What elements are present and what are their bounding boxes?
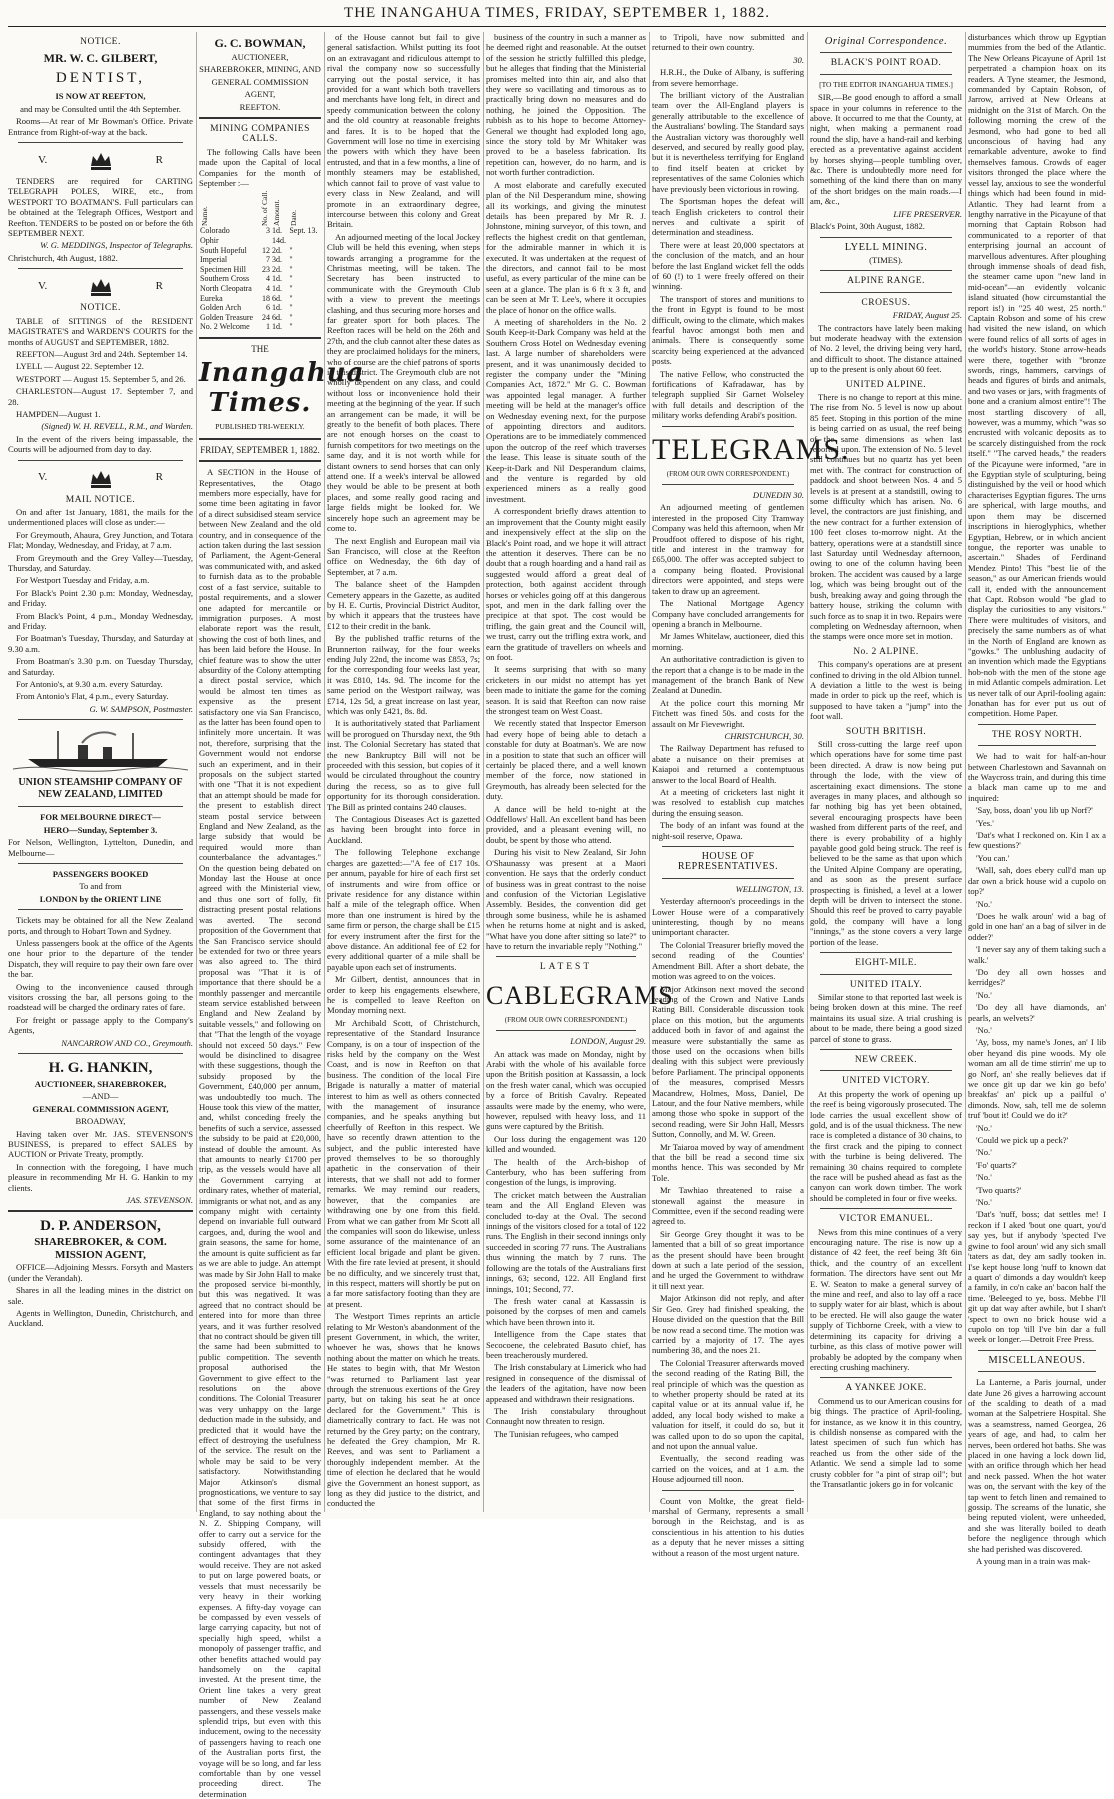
crown-icon bbox=[87, 466, 115, 490]
letter-body: SIR,—Be good enough to afford a small space in your columns in reference to the above. It occurred to me that the County, at night, when making a permanent road round the slip, have a hand-rail and kerbing erected as a preventative against accident by horses shying—people tumbling over, &c. There is undoubtedly more need for something of the kind there than on many of the short bridges on the main roads.—I am, &c., bbox=[810, 92, 962, 207]
column-5: to Tripoli, have now submitted and returned to their own country. 30. H.R.H., the Duke of Albany, is suffering from severe hemorrhage. The brilliant victory of the Australian team over the All-England players is generally attributable to the excellence of the Australians' bowling. The Standard says the Australian victory was thoroughly well deserved, and secured by really good play, but it is nevertheless terrifying for England to find itself beaten at cricket by representatives of the same Colonies which have previously been victorious in rowing. The Sportsman hopes the defeat will teach English cricketers to control their nerves and cultivate a spirit of determination and steadiness. There were at least 20,000 spectators at the conclusion of the match, and an hour before the last England wicket fell the odds of 60 (!) to 1 were freely offered on their winning. The transport of stores and munitions to the front in Egypt is found to be most difficult, owing to the climate, which makes fearful havoc amongst both men and animals. There is consequently some scarcity being experienced at the advanced posts. The native Fellow, who constructed the fortifications of Kafradawar, has by telegraph supplied Sir Garnet Wolseley with full details and description of the military works defending Arabi's position. TELEGRAMS. (FROM OUR OWN CORRESPONDENT.) DUNEDIN 30. An adjourned meeting of gentlemen interested in the proposed City Tramway Company was held this afternoon, when Mr Proudfoot offered to dispose of his right, title and interest in the tramway for £65,000. The offer was accepted subject to a company being floated. Provisional directors were appointed, and steps were taken to draw up an agreement. The National Mortgage Agency Company have concluded arrangements for opening a branch in Melbourne. Mr James Whitelaw, auctioneer, died this morning. An authoritative contradiction is given to the report that a change is to be made in the management of the branch Bank of New Zealand at Dunedin. At the police court this morning Mr Fitchett was fined 50s. and costs for the assault on Mr Fievewright. CHRISTCHURCH, 30. The Railway Department has refused to abate a nuisance on their premises at Kaiapoi and returned a contemptuous answer to the local Board of Health. At a meeting of cricketers last night it was resolved to establish cup matches during the ensuing season. The body of an infant was found at the night-soil reserve, Opawa. HOUSE OF REPRESENTATIVES. WELLINGTON, 13. Yesterday afternoon's proceedings in the Lower House were of a comparatively uninteresting, though by no means unimportant character. The Colonial Treasurer briefly moved the second reading of the Counties' Amendment Bill. After a short debate, the motion was agreed to on the voices. Major Atkinson next moved the second reading of the Crown and Native Lands Rating Bill. Considerable discussion took place on this motion, but the arguments adduced both in favor of and against the measure were substantially the same as those used on the occasions when bills dealing with this subject were previously before Parliament. The principal opponents of the measures, comprised Messrs Macandrew, Holmes, Moss, Daniel, De Latour, and the four Native members, while among those who spoke in support of the second reading, were Sir John Hall, Messrs Sutton, Connolly, and M. W. Green. Mr Taiaroa moved by way of amendment that the bill be read a second time six months hence. This was seconded by Mr Tole. Mr Tawhiao threatened to raise a stonewall against the measure in Committee, even if the second reading were agreed to. Sir George Grey thought it was to be lamented that a bill of so great importance as the present should have been brought down at such a late period of the session, and he urged the Government to withdraw it till next year. Major Atkinson did not reply, and after Sir Geo. Grey had finished speaking, the House divided on the question that the Bill be now read a second time. The motion was carried by a majority of 17. The ayes numbering 38, and the noes 21. The Colonial Treasurer afterwards moved the second reading of the Rating Bill, the real principle of which was the question as to whether property should be rated at its capital value or at its annual value if, he added, any local body wished to make a valuation for itself, it could do so, but it was called upon to do so upon the capital, and not upon the annual value. Eventually, the second reading was carried on the voices, and at 1 a.m. the House adjourned till noon. Count von Moltke, the great field-marshal of Germany, represents a small borough in the Reichstag, and is as conscientious in his attention to his duties as a deputy that he never misses a sitting without a reason of the most urgent nature. bbox=[652, 32, 850, 1558]
cable-paragraph: The health of the Arch-bishop of Canterbury, who has been suffering from congestion of the lungs, is improving. bbox=[486, 1156, 646, 1188]
separator bbox=[820, 74, 952, 75]
separator bbox=[199, 337, 321, 339]
calls-title: MINING COMPANIES CALLS. bbox=[210, 124, 310, 145]
list-item: HAMPDEN—August 1. bbox=[16, 408, 101, 419]
separator bbox=[18, 142, 183, 143]
separator bbox=[820, 974, 952, 975]
section-heading: Original Correspondence. bbox=[824, 36, 948, 47]
column-4: business of the country in such a manner as he deemed right and reasonable. At the outset of the session he strictly fulfilled this pledge, but he alleges that finding that the Ministerial promises melted into thin air, and also that they were so vacillating and timorous as to practically bring down no measures and do nothing, he joined the Opposition. The rubbish as to his hope to become Attorney-General we thought had exploded long ago, since the story told by Mr Whitaker was proved to be a baseless fabrication. Its repetition can, however, do no harm, and is not worth further contradiction. A most elaborate and carefully executed plan of the Nil Desperandum mine, showing all its workings, and giving the minutest details has been prepared by Mr R. J. Johnstone, mining surveyor, of this town, and reflects the highest credit on that gentleman, for the admirable manner in which it is executed. It was undertaken at the request of the directors, and cannot fail to be most useful, as every particular of the mine can be seen at a glance. The plan is 6 ft x 3 ft, and can be seen at Mr T. Lee's, where it occupies the place of honor on the office walls. A meeting of shareholders in the No. 2 South Keep-it-Dark Company was held at the Southern Cross Hotel on Wednesday evening last. A large number of shareholders were present, and it was unanimously decided to register the company under the "Mining Companies Act, 1872." Mr G. C. Bowman was appointed legal manager. A further meeting will be held at the manager's office on Wednesday evening next, for the purpose of appointing directors and auditors. Operations are to be immediately commenced upon the outcrop of the reef which traverses the lease. This lease is situate south of the Keep-it-Dark and Nil Desperandum claims, and the venture is regarded by old experienced miners as a really good investment. A correspondent briefly draws attention to an improvement that the County might easily and inexpensively effect at the slip on the Black's Point road, and we hope it will attract the attention it deserves. There can be no doubt that a rough hoarding and a hand rail as suggested would afford a great deal of protection, both against accident through horses or vehicles going off at this dangerous spot, and men in the dark falling over the precipice at that spot. The cost would be trifling, the gain great and the Council will, we trust, carry out the trifling extra work, and earn the gratitude of travellers on wheels and on foot. It seems surprising that with so many cricketers in our midst no attempt has yet been made to initiate the game for the coming season. It is said that Reefton can now raise the strongest team on West Coast. We recently stated that Inspector Emerson had every hope of being able to detach a constable for duty at Boatman's. We are now in a position to state that such an officer will certainly be placed there, and a well known member of the force, now stationed in Greymouth, has already been selected for the duty. A dance will be held to-night at the Oddfellows' Hall. An excellent band has been provided, and a pleasant evening will, no doubt, be spent by those who attend. During his visit to New Zealand, Sir John O'Shaunassy was present at a Maori convention. He says that the orderly conduct of business was in great contrast to the noise and confusion of the Victorian Legislative Assembly. Besides, the convention did get through some business, while he is ashamed when he returns home at night and is asked, "What have you done after sitting so late?" to have to return the invariable reply "Nothing." LATEST CABLEGRAMS (FROM OUR OWN CORRESPONDENT.) LONDON, August 29. An attack was made on Monday, night by Arabi with the whole of his available force upon the British position at Kassassin, a lock on the fresh water canal, which was occupied by a force of British Cavalry. Repeated assaults were made by the enemy, who were, however, repulsed with heavy loss, and 11 guns were captured by the British. Our loss during the engagement was 120 killed and wounded. The health of the Arch-bishop of Canterbury, who has been suffering from congestion of the lungs, is improving. The cricket match between the Australian team and the All England Eleven was concluded to-day at the Oval. The second innings of the visitors closed for a total of 122 runs. The English in their second innings only succeeded in scoring 77 runs. The Australians thus winning the match by 7 runs. The following are the totals of the Australians first innings, 63; second, 122. All England first innings, 101; Second, 77. The fresh water canal at Kassassin is poisoned by the corpses of men and camels which have been thrown into it. Intelligence from the Cape states that Secocoene, the celebrated Basuto chief, has been treacherously murdered. The Irish constabulary at Limerick who had resigned in consequence of the dismissal of the leaders of the agitation, have now been appeased and withdrawn their resignations. The Irish constabulary throughout Connaught now threaten to resign. The Tunisian refugees, who camped bbox=[486, 32, 674, 1439]
separator bbox=[662, 878, 794, 879]
table-row: Colorado 3 1d. Sept. 13. bbox=[200, 226, 318, 236]
article-paragraph: It is authoritatively stated that Parliament will be prorogued on Thursday next, the 9th inst. The Colonial Secretary has stated that the new Bankruptcy Bill will not be proceeded with this session, but copies of it would be circulated throughout the country during the recess, so as to give full opportunity for its thorough consideration. The Bill as printed contains 240 clauses. bbox=[327, 718, 480, 812]
editorial: A SECTION in the House of Representatives, the Otago members more especially, have for some time been agitating in favor of a direct subsidised steam service between New Zealand and the old country, and in consequence of the action taken during the last session of Parliament, the Agent-General was communicated with, and asked to furnish data as to the probable cost of a fast service, suitable to postal requirements, and a slower one adapted for mercantile or immigration purposes. A most elaborate report was the result, showing the cost of both lines, and has been laid before the House. In chief feature was to show the utter absurdity of the Colony attempting a direct postal service, which would be almost ten times as expensive as the present satisfactory one via San Francisco, as the latter has been found open to infinitely more uncertain. It was not, therefore, surprising that the Government would not endorse such an experiment, and in their proposals on the subject started with one "That it is not expedient that an attempt should be made for the present to establish direct steam postal service between England and New Zealand, as the large subsidy that would be required would more than counterbalance the advantages." On the question being debated on Monday last the House at once agreed with the Ministerial view, and thus one sort of folly, fit distracting present postal relations was averted. The second proposition of the Government that the San Francisco service should be extended for two or three years was also agreed to. The third proposal was "That it is of importance that there should be a monthly passenger and mercantile steam service established between England and New Zealand by suitable vessels," and following on that "That the length of the voyage should not exceed 50 days." Few would be disinclined to disagree with these suggestions, though the subsidy proposed by the Government, £40,000 per annum, was undoubtedly too much. The House took this view of the matter, and, whilst conceding freely the benefits of such a service, assessed the subsidy to be paid at £20,000, instead of double the amount. As that amounts to nearly £1700 per trip, as the vessels would have all the Government carrying at ordinary rates, whether of material, immigrants or what not, and as any company might with certainty depend on invariable full outward cargoes, and, during the wool and grain seasons, the same for home, the amount is quite sufficient as far as we are able to judge. An attempt was made by Sir John Hall to make the proposed service bi-monthly, but this was negatived. It was agreed that no contract should be entered into for more than three years, and it was further resolved that no contract should be given till the same had been submitted to public competition. The seventh proposal authorised the Government to give effect to the resolutions on the above conditions. The Colonial Treasurer was very unhappy on the large deduction made in the subsidy, and predicted that it would have the effect of destroying the usefulness of the service. The result on the whole may be said to be very satisfactory. Notwithstanding Major Atkinson's dismal prognostications, we venture to say that some of the first firms in England, to say nothing about the N. Z. Shipping Company, will offer to carry out a service for the subsidy offered, with the contingent advantages that they would receive. They are not asked to put on large powered boats, or vessels that must necessarily be very heavy in their working expenses. A fifty-day voyage can be compassed by even vessels of large carrying capacity, but not of specially high speed, whilst a monopoly of passenger traffic, and other benefits attached would pay handsomely on the capital invested. At the present time, the Orient line takes a very great number of New Zealand passengers, and these vessels make splendid trips, but even with this inducement, owing to the necessity of passengers having to reach one of the Australian ports first, the voyage will be so long, and far less comfortable than by one vessel proceeding direct. The determination bbox=[199, 467, 321, 1799]
article-paragraph: The following Telephone exchange charges are gazetted:—"A fee of £17 10s. per annum, payable for hire of each first set of instruments and wire from office or private residence for any distance within half a mile of the telegraph office. When more than one instrument is hired by the same firm or person, the charge shall be £15 for every instrument after the first for the above distance. An additional fee of £2 for every additional quarter of a mile shall be payable upon each set of instruments. bbox=[327, 847, 480, 972]
telegrams-heading: TELEGRAMS. bbox=[652, 432, 850, 466]
page-header: THE INANGAHUA TIMES, FRIDAY, SEPTEMBER 1, 1882. bbox=[344, 5, 770, 21]
article-paragraph: A most elaborate and carefully executed plan of the Nil Desperandum mine, showing all its workings, and giving the minutest details has been prepared by Mr R. J. Johnstone, mining surveyor, of this town, and reflects the highest credit on that gentleman, for the admirable manner in which it is executed. It was undertaken at the request of the directors, and cannot fail to be most useful, as every particular of the mine can be seen at a glance. The plan is 6 ft x 3 ft, and can be seen at Mr T. Lee's, where it occupies the place of honor on the office walls. bbox=[486, 179, 646, 315]
cablegrams-heading: CABLEGRAMS bbox=[486, 980, 674, 1010]
section-heading: LYELL MINING. bbox=[844, 241, 928, 253]
column-divider bbox=[649, 32, 650, 1512]
separator bbox=[18, 909, 183, 910]
table-header-row: Name. No. of Call. Amount. Date. bbox=[200, 191, 299, 227]
mail-notice: On and after 1st January, 1881, the mails for the undermentioned places will close as under:— For Greymouth, Ahaura, Grey Junction, and Totara Flat; Monday, Wednesday, and Friday, at 7 a.m. From Greymouth and the Grey Valley—Tuesday, Thursday, and Saturday. For Westport Tuesday and Friday, a.m. For Black's Point 2.30 p.m: Monday, Wednesday, and Friday. From Black's Point, 4 p.m., Monday Wednesday, and Friday. For Boatman's Tuesday, Thursday, and Saturday at 9.30 a.m. From Boatman's 3.30 p.m. on Tuesday Thursday, and Saturday. For Antonio's, at 9.30 a.m. every Saturday. From Antonio's Flat, 4 p.m., every Saturday. bbox=[8, 506, 193, 702]
separator bbox=[18, 806, 183, 807]
header-rule bbox=[8, 26, 1106, 27]
column-6: Original Correspondence. BLACK'S POINT ROAD. [TO THE EDITOR INANGAHUA TIMES.] SIR,—Be good enough to afford a small space in your columns in reference to the above. It occurred to me that the County, at night, when making a permanent road round the slip, have a hand-rail and kerbing erected as a preventative against accident by horses shying—people tumbling over, &c. There is undoubtedly more need for something of the kind there than on many of the short bridges on the main roads.—I am, &c., LIFE PRESERVER. Black's Point, 30th August, 1882. LYELL MINING. (TIMES). ALPINE RANGE. CROESUS. FRIDAY, August 25. The contractors have lately been making but moderate headway with the extension of No. 2 level, the driving being very hard, and difficult to shoot. The distance attained up to the present is only about 60 feet. UNITED ALPINE. There is no change to report at this mine. The rise from No. 5 level is now up about 85 feet. Stoping in this portion of the mine is being carried on as usual, the reef being of the same dimensions as when last reported upon. The extension of No. 5 level still continues but no quartz has yet been met with. The contract for construction of paddock and shoot between Nos. 4 and 5 levels is at present at a standstill, owing to some difficulty which has arisen. No. 6 level, the contractors are just finishing, and the new contract for a further extension of 100 feet closes to-morrow night. At the battery, operations were at a standstill since last Saturday until Wednesday afternoon, owing to one of the column having been broken. The accident was caused by a large log, which was being brought out of the bush, breaking away and going through the battery house, striking the column with such force as to snap it in two. Repairs were completing on Wednesday afternoon, when the stamps were once more set in motion. No. 2 ALPINE. This company's operations are at present confined to driving in the old Albion tunnel. A deviation a little to the west is being made in order to pick up the reef, which is supposed to have taken a "jump" into the foot wall. SOUTH BRITISH. Still cross-cutting the large reef upon which operations have for some time past been directed. A draw is now being put through the lode, with the view of ascertaining exact dimensions. The stone averages in many places, and although so far nothing big has yet been obtained, several encouraging prospects have been washed from different parts of the reef, and there is every probability of a highly payable good gold being struck. The reef is believed to be the same as that upon which the United Alpine Company are operating, and as soon as the present surface prospecting is finished, a level at a lower depth will be driven to intersect the stone. Should this reef be proved to carry payable gold, the company will have a long "innings," as the stone covers a very large portion of the lease. EIGHT-MILE. UNITED ITALY. Similar stone to that reported last week is being broken down at this mine. The reef maintains its usual size. A trial crushing is about to be made, there being a good sized parcel of stone to grass. NEW CREEK. UNITED VICTORY. At this property the work of opening up the reef is being vigorously prosecuted. The lode carries the usual excellent show of gold, and is of the usual thickness. The new race is completed a distance of 30 chains, to the first crack and the piping to connect with the turbine is being delivered. The remaining 30 chains required to complete the race will be pushed ahead as fast as the canyon can work down timber. The work should be completed in four or five weeks. VICTOR EMANUEL. News from this mine continues of a very encouraging nature. The rise is now up a distance of 42 feet, the reef being 3ft 6in thick, and the country of an excellent formation. The directors have sent out Mr E. W. Seaton to make a general survey of the mine and reef, and also to lay off a race to supply water for air blast, which is about to be erected. He will also gauge the water supply of Tichborne Creek, with a view to determining its capacity for driving a turbine, as this class of motive power will probably be adopted by the company when erecting crushing machinery. A YANKEE JOKE. Commend us to our American cousins for big things. The practice of April-fooling, for instance, as we know it in this country, is childish nonsense as compared with the latest specimen of such fun which has reached us from the other side of the Atlantic. We send a simple lad to some crusty cobbler for "a pint of strap oil"; but the Transatlantic jokers go in for volcanic bbox=[810, 36, 962, 1489]
article-paragraph: Mr Gilbert, dentist, announces that in order to keep his engagements elsewhere, he is compelled to leave Reefton on Monday morning next. bbox=[327, 974, 480, 1016]
masthead: Inangahua Times. bbox=[199, 358, 365, 419]
separator bbox=[820, 292, 952, 293]
article-paragraph: By the published traffic returns of the Brunnerton railway, for the four weeks ending July 22nd, the income was £853, 7s; for the corresponding four weeks last year, it was £810, 14s. 9d. The income for the same period on the Westport railway, was £714, 12s 5d, a great increase on last year, which was only £421, 8s. 8d. bbox=[327, 633, 480, 716]
separator bbox=[820, 1049, 952, 1050]
article-paragraph: A meeting of shareholders in the No. 2 South Keep-it-Dark Company was held at the Southern Cross Hotel on Wednesday evening last. A large number of shareholders were present, and it was unanimously decided to register the company under the "Mining Companies Act, 1872." Mr G. C. Bowman was appointed legal manager. A further meeting will be held at the manager's office on Wednesday evening next, for the purpose of appointing directors and auditors. Operations are to be immediately commenced upon the outcrop of the reef which traverses the lease. This lease is situate south of the Keep-it-Dark and Nil Desperandum claims, and the venture is regarded by old experienced miners as a really good investment. bbox=[486, 316, 646, 504]
article-paragraph: A correspondent briefly draws attention to an improvement that the County might easily and inexpensively effect at the slip on the Black's Point road, and we hope it will attract the attention it deserves. There can be no doubt that a rough hoarding and a hand rail as suggested would afford a great deal of protection, both against accident through horses or vehicles going off at this dangerous spot, and men in the dark falling over the precipice at that spot. The cost would be trifling, the gain great and the Council will, we trust, carry out the trifling extra work, and earn the gratitude of travellers on wheels and on foot. bbox=[486, 506, 646, 662]
masthead-subtitle: PUBLISHED TRI-WEEKLY. bbox=[215, 422, 305, 432]
table-row: Eureka 18 6d. " bbox=[200, 293, 293, 303]
crown-icon bbox=[87, 274, 115, 298]
column-divider bbox=[324, 32, 325, 1512]
table-row: Imperial 7 3d. " bbox=[200, 255, 293, 265]
list-item: WESTPORT — August 15. September 5, and 26. bbox=[16, 373, 186, 384]
separator bbox=[978, 1350, 1096, 1351]
anderson-name: D. P. ANDERSON, bbox=[40, 1218, 161, 1235]
column-divider bbox=[807, 32, 808, 1512]
separator bbox=[199, 460, 321, 462]
list-item: CHARLESTON—August 17. September 7, and 28. bbox=[8, 386, 193, 407]
tender-notice: TENDERS are required for CARTING TELEGRAPH POLES, WIRE, etc., from WESTPORT TO BOATMAN'S. Full particulars can be obtained at the Telegraph Offices, Westport and Reefton. TENDERS to be posted on or before the 6th SEPTEMBER NEXT. bbox=[8, 176, 193, 239]
advertiser-title: DENTIST, bbox=[55, 70, 146, 87]
table-row: South Hopeful 12 2d. " bbox=[200, 245, 293, 255]
separator bbox=[820, 237, 952, 238]
column-7: disturbances which throw up Egyptian mummies from the bed of the Atlantic. The New Orleans Picayune of April 1st perpetrated a champion hoax on its readers. A Tyne steamer, the Jesmond, commanded by Captain Robson, of Jarrow, arrived at New Orleans at midnight on the 31st of March. On the following morning the crew of the Jesmond, who had gone to bed all unconscious of having had any remarkable adventure, awoke to find themselves famous. Crowds of eager visitors thronged the place where the vessel lay, anxious to see the wonderful things which had been found in mid-Atlantic. They had learnt from a lengthy narrative in the Picayune of that morning that Captain Robson had communicated to a reporter of that enterprising journal an account of marvellous adventures. After ploughing through immense shoals of dead fish, the steamer came upon "new land in mid-ocean"—an evidently volcanic island situated (how circumstantial the report is!) in "25 40 west, 25 north." Captain Robson and some of his crew had visited the new island, on which were found relics of all sorts of ages in the world's history. Stone arrow-heads were there, together with "bronze swords, rings, hammers, carvings of heads and figures of birds and animals, and two vases or jars, with fragments of bone and a cranium almost entire"! The most startling discovery of all, however, was a mummy, which "was so encrusted with volcanic deposits as to be scarcely distinguished from the rock itself." "The carved heads," the readers of the Picayune were informed, "are in the Egyptian style of sculpturing, being distinguished by the veil or hood which characterises Egyptian figures. The urns are spherical, with large mouths, and upon them may be discerned inscriptions in hieroglyphics, whether Egyptian, Hebrew, or in which ancient tongue, the reporter was unable to ascertain." Shades of Ferdinand Mendez Pinto! This "best lie of the season," as our American friends would call it, ended with the announcement that Capt. Robson would "be glad to display the curiosities to any visitors." There were multitudes of visitors, and precisely the same numbers as of what in the North of England are known as "gowks." The unblushing audacity of an invention which made the Egyptians hob-nob with the men of the stone age in mid Atlantic compels admiration. Let us never talk of our April-fooling again: Jonathan has for ever put us out of competition. Home Paper. THE ROSY NORTH. We had to wait for half-an-hour between Charlestown and Savannah on the Waycross train, and during this time a black man came up to me and inquired: 'Say, boss, doan' you lib up Norf?' 'Yes.' 'Dat's what I reckoned on. Kin I ax a few questions?' 'You can.' 'Wall, sah, does ebery cull'd man up dar own a brick house wid a cupolo on top?' 'No.' 'Does he walk aroun' wid a bag of gold in one han' an a bag of silver in de odder?' 'I never say any of them taking such a walk.' 'Do dey all own hosses and kerridges?' 'No.' 'Do dey all have diamonds, an' pearls, an welvets?' 'No.' 'Ay, boss, my name's Jones, an' I lib ober heyand dis pine woods. My ole woman am all de time stirrin' me up to go Norf, an' she really believes dat if we once git up dar we kin go befo' breakfas' an' pick up a pailful o' dimonds. Now, sah, tell me de solemn truf 'bout it! Could we do it?' 'No.' 'Could we pick up a peck?' 'No.' 'Fo' quarts?' 'No.' 'Two quarts?' 'No.' 'Dat's 'nuff, boss; dat settles me! I reckon if I aked 'bout one quart, you'd say yes, but if anybody 'spected I've gwine to fool aroun' wid any sich small 'taters as dat, dey am sadly tooken in. I'se kept house long 'nuff to known dat a quart o' dimonds a day wouldn't keep a family, in co'n cake an' bacon half the time. 'Beleeged to ye, boss. Mebbe I'll git up dat way after awhile, but I shan't 'spect to own no brick house wid a cupolo on top 'till I've bin dar a full week or longer.—Detroit Free Press. MISCELLANEOUS. La Lanterne, a Paris journal, under date June 26 gives a harrowing account of the scalding to death of a mad woman at the Salpetriere Hospital. She was a seamstress, named Georgea, 26 years of age, and had, to calm her nerves, been ordered hot baths. She was placed in one having a lock down lid, with an orifice through which her head and neck passed. When the hot water was on, the servant with the key of the tap went to fetch linen and remained to gossip. The screams of the lunatic, she being reputed violent, were unheeded, and she was literally boiled to death before the negligence through which she had perished was discovered. A young man in a train was mak- bbox=[968, 32, 1107, 1567]
article-paragraph: of the House cannot but fail to give general satisfaction. Whilst putting its foot on an extravagant and ridiculous attempt to rival the company now so successfully carrying out the postal service, it has provided for a want which both travellers and merchants have long felt, in direct and speedy communication between the colony and the old country at reasonable freights and fares. It is to be hoped that the Government will lose no time in exercising the powers with which they have been entrusted, and that in a few months, a line of monthly steamers may be established, which cannot fail to prove of vast value to every class in New Zealand, and will promote in an extraordinary degree, intercourse between this colony and Great Britain. bbox=[327, 32, 480, 230]
separator bbox=[820, 1377, 952, 1378]
table-row: No. 2 Welcome 1 1d. " bbox=[200, 322, 293, 332]
table-row: North Cleopatra 4 1d. " bbox=[200, 284, 293, 294]
cable-paragraph: The fresh water canal at Kassassin is poisoned by the corpses of men and camels which have been thrown into it. bbox=[486, 1295, 646, 1327]
list-item: REEFTON—August 3rd and 24th. September 14. bbox=[16, 348, 188, 359]
column-divider bbox=[483, 32, 484, 1512]
article-paragraph: A dance will be held to-night at the Oddfellows' Hall. An excellent band has been provided, and a pleasant evening will, no doubt, be spent by those who attend. bbox=[486, 803, 646, 845]
separator bbox=[662, 1490, 794, 1491]
separator bbox=[820, 270, 952, 271]
article-paragraph: During his visit to New Zealand, Sir John O'Shaunassy was present at a Maori convention. He says that the orderly conduct of business was in great contrast to the noise and confusion of the Victorian Legislative Assembly. Besides, the convention did get through some business, while he is ashamed when he returns home at night and is asked, "What have you done after sitting so late?" to have to return the invariable reply "Nothing." bbox=[486, 847, 646, 951]
dateline: FRIDAY, SEPTEMBER 1, 1882. bbox=[200, 444, 320, 455]
bowman-name: G. C. BOWMAN, bbox=[214, 36, 306, 50]
house-heading: HOUSE OF REPRESENTATIVES. bbox=[677, 851, 779, 873]
separator bbox=[18, 460, 183, 461]
article-paragraph: Mr Archibald Scott, of Christchurch, representative of the Standard Insurance Company, is on a tour of inspection of the risks held by the company on the West Coast, and is now in Reefton on that business. The condition of the local Fire Brigade is naturally a matter of material interest to him as well as others connected with the management of insurance companies, and he speaks anything but cheerfully of Reefton in this respect. We have so recently drawn attention to the subject, and the public interested have proved themselves to be so thoroughly apathetic in the conservation of their interests, that we shall not add to former remarks. We may remind our readers, however, that the companies are withdrawing one by one from this field. From what we can gather from Mr Scott all the companies will soon do likewise, unless some assurance of the maintenance of an efficient local brigade and plant be given. With the fire rate levied at present, it should be no difficulty, and we sincerely trust that, in this respect, matters will shortly be put on a far more satisfactory footing than they are at present. bbox=[327, 1017, 480, 1309]
steamship-icon bbox=[8, 725, 193, 773]
article-paragraph: business of the country in such a manner as he deemed right and reasonable. At the outset of the session he strictly fulfilled this pledge, but he alleges that finding that the Ministerial promises melted into thin air, and also that they were so vacillating and timorous as to practically bring down no measures and do nothing, he joined the Opposition. The rubbish as to his hope to become Attorney-General we thought had exploded long ago, since the story told by Mr Whitaker was proved to be a baseless fabrication. Its repetition can, however, do no harm, and is not worth further contradiction. bbox=[486, 32, 646, 178]
sittings-notice: TABLE of SITTINGS of the RESIDENT MAGISTRATE'S and WARDEN'S COURTS for the months of AUGUST and SEPTEMBER, 1882. bbox=[8, 315, 193, 347]
crown-icon bbox=[87, 148, 115, 172]
article-paragraph: The next English and European mail via San Francisco, will close at the Reefton office on Wednesday, the 6th day of September, at 7 a.m. bbox=[327, 535, 480, 577]
steamship-illustration bbox=[8, 725, 193, 773]
usc-title: UNION STEAMSHIP COMPANY OF NEW ZEALAND, LIMITED bbox=[18, 777, 183, 801]
article-paragraph: The Westport Times reprints an article relating to Mr Weston's abandonment of the present Government, in which, the writer, whoever he was, shows that he knows nothing about the matter on which he treats. He states to begin with, that Mr Weston "was returned to Parliament last year through the strenuous exertions of the Grey party, but on taking his seat he at once declared for the Government." This is diametrically contrary to fact. He was not returned by the Grey party; on the contrary, he defeated the Grey champion, Mr R. Reeves, and was sent to Parliament a thoroughly independent member. At the time of election he declared that he would give the Government an honest support, as long as they did justice to the district, and conducted the bbox=[327, 1311, 480, 1509]
column-1: NOTICE. MR. W. C. GILBERT, DENTIST, IS NOW AT REEFTON, and may be Consulted until the 4th September. Rooms—At rear of Mr Bowman's Office. Private Entrance from Right-of-way at the back. V. R TENDERS are required for CARTING TELEGRAPH POLES, WIRE, etc., from WESTPORT TO BOATMAN'S. Full particulars can be obtained at the Telegraph Offices, Westport and Reefton. TENDERS to be posted on or before the 6th SEPTEMBER NEXT. W. G. MEDDINGS, Inspector of Telegraphs. Christchurch, 4th August, 1882. V. R NOTICE. TABLE of SITTINGS of the RESIDENT MAGISTRATE'S and WARDEN'S COURTS for the months of AUGUST and SEPTEMBER, 1882. REEFTON—August 3rd and 24th. September 14. LYELL — August 22. September 12. WESTPORT — August 15. September 5, and 26. CHARLESTON—August 17. September 7, and 28. HAMPDEN—August 1. (Signed) W. H. REVELL, R.M., and Warden. In the event of the rivers being impassable, the Courts will be adjourned from day to day. V. R MAIL NOTICE. On and after 1st January, 1881, the mails for the undermentioned places will close as under:— For Greymouth, Ahaura, Grey Junction, and Totara Flat; Monday, Wednesday, and Friday, at 7 a.m. From Greymouth and the Grey Valley—Tuesday, Thursday, and Saturday. For Westport Tuesday and Friday, a.m. For Black's Point 2.30 p.m: Monday, Wednesday, and Friday. From Black's Point, 4 p.m., Monday Wednesday, and Friday. For Boatman's Tuesday, Thursday, and Saturday at 9.30 a.m. From Boatman's 3.30 p.m. on Tuesday Thursday, and Saturday. For Antonio's, at 9.30 a.m. every Saturday. From Antonio's Flat, 4 p.m., every Saturday. G. W. SAMPSON, Postmaster. UNION STEAMSHIP COMPANY OF NEW ZEALAND, LIMITED FOR MELBOURNE DIRECT— HERO—Sunday, September 3. For Nelson, Wellington, Lyttelton, Dunedin, and Melbourne— PASSENGERS BOOKED To and from LONDON by the ORIENT LINE Tickets may be obtained for all the New Zealand ports, and through to Hobart Town and Sydney. Unless passengers book at the office of the Agents one hour prior to the departure of the tender Dispatch, they will require to pay their own fare over the bar. Owing to the inconvenience caused through visitors crossing the bar, all persons going to the roadstead will be charged the ordinary rates of fare. For freight or passage apply to the Company's Agents, NANCARROW AND CO., Greymouth. H. G. HANKIN, AUCTIONEER, SHAREBROKER, —AND— GENERAL COMMISSION AGENT, BROADWAY, Having taken over Mr. JAS. STEVENSON'S BUSINESS, is prepared to effect SALES by AUCTION or Private Treaty, promptly. In connection with the foregoing, I have much pleasure in recommending Mr H. G. Hankin to my clients. JAS. STEVENSON. D. P. ANDERSON, SHAREBROKER, & COM. MISSION AGENT, OFFICE—Adjoining Messrs. Forsyth and Masters (under the Verandah). Shares in all the leading mines in the district on sale. Agents in Wellington, Dunedin, Christchurch, and Auckland. bbox=[8, 37, 193, 1329]
separator bbox=[820, 1070, 952, 1071]
article-paragraph: It seems surprising that with so many cricketers in our midst no attempt has yet been made to initiate the game for the coming season. It is said that Reefton can now raise the strongest team on West Coast. bbox=[486, 664, 646, 716]
column-2: G. C. BOWMAN, AUCTIONEER, SHAREBROKER, MINING, AND GENERAL COMMISSION AGENT, REEFTON. MINING COMPANIES CALLS. The following Calls have been made upon the Capital of local Companies for the month of September :— Name. No. of Call. Amount. Date. Colorado 3 1d. Sept. 13. Ophir 14d. South Hopeful 12 2d. " Imperial 7 3d. " Specimen Hill 23 2d. " Southern Cross 4 1d. " North Cleopatra 4 1d. " Eureka 18 6d. " Golden Arch 6 1d. " Golden Treasure 24 6d. " No. 2 Welcome 1 1d. " THE Inangahua Times. PUBLISHED TRI-WEEKLY. FRIDAY, SEPTEMBER 1, 1882. A SECTION in the House of Representatives, the Otago members more especially, have for some time been agitating in favor of a direct subsidised steam service between New Zealand and the old country, and in consequence of the action taken during the last session of Parliament, the Agent-General was communicated with, and asked to furnish data as to the probable cost of a fast service, suitable to postal requirements, and a slower one adapted for mercantile or immigration purposes. A most elaborate report was the result, showing the cost of both lines, and has been laid before the House. In chief feature was to show the utter absurdity of the Colony attempting a direct postal service, which would be almost ten times as expensive as the present satisfactory one via San Francisco, as the latter has been found open to infinitely more uncertain. It was not, therefore, surprising that the Government would not endorse such an experiment, and in their proposals on the subject started with one "That it is not expedient that an attempt should be made for the present to establish direct steam postal service between England and New Zealand, as the large subsidy that would be required would more than counterbalance the advantages." On the question being debated on Monday last the House at once agreed with the Ministerial view, and thus one sort of folly, fit distracting present postal relations was averted. The second proposition of the Government that the San Francisco service should be extended for two or three years was also agreed to. The third proposal was "That it is of importance that there should be a monthly passenger and mercantile steam service established between England and New Zealand by suitable vessels," and following on that "That the length of the voyage should not exceed 50 days." Few would be disinclined to disagree with these suggestions, though the subsidy proposed by the Government, £40,000 per annum, was undoubtedly too much. The House took this view of the matter, and, whilst conceding freely the benefits of such a service, assessed the subsidy to be paid at £20,000, instead of double the amount. As that amounts to nearly £1700 per trip, as the vessels would have all the Government carrying at ordinary rates, whether of material, immigrants or what not, and as any company might with certainty depend on invariable full outward cargoes, and, during the wool and grain seasons, the same for home, the amount is quite sufficient as far as we are able to judge. An attempt was made by Sir John Hall to make the proposed service bi-monthly, but this was negatived. It was agreed that no contract should be entered into for more than three years, and it was further resolved that no contract should be given till the same had been submitted to public competition. The seventh proposal authorised the Government to give effect to the resolutions on the above conditions. The Colonial Treasurer was very unhappy on the large deduction made in the subsidy, and predicted that it would have the effect of destroying the usefulness of the service. The result on the whole may be said to be very satisfactory. Notwithstanding Major Atkinson's dismal prognostications, we venture to say that some of the first firms in England, to say nothing about the N. Z. Shipping Company, will offer to carry out a service for the subsidy offered, with the contingent advantages that they would receive. They are not asked to put on large powered boats, or vessels that must necessarily be very heavy in their working expenses. A fifty-day voyage can be compassed by even vessels of large carrying capacity, but not of specially high speed, whilst a monopoly of passenger traffic, and other benefits attached would pay handsomely on the capital invested. At the present time, the Orient line takes a very great number of New Zealand passengers, and these vessels make splendid trips, but even with this inducement, owing to the necessity of passengers having to reach one of the Australian ports first, the voyage will be so long, and far less comfortable than by one vessel proceeding direct. The determination bbox=[199, 36, 365, 1799]
article-paragraph: We recently stated that Inspector Emerson had every hope of being able to detach a constable for duty at Boatman's. We are now in a position to state that such an officer will certainly be placed there, and a well known member of the force, now stationed in Greymouth, has already been selected for the duty. bbox=[486, 718, 646, 802]
separator bbox=[978, 724, 1096, 725]
table-row: Specimen Hill 23 2d. " bbox=[200, 264, 293, 274]
separator bbox=[199, 438, 321, 440]
royal-crest: V. R bbox=[8, 466, 193, 490]
cable-paragraph: The Tunisian refugees, who camped bbox=[494, 1428, 619, 1439]
separator bbox=[820, 1208, 952, 1209]
cable-paragraph: The Irish constabulary at Limerick who had resigned in consequence of the dismissal of the leaders of the agitation, have now been appeased and withdrawn their resignations. bbox=[486, 1362, 646, 1404]
column-3 bbox=[327, 32, 480, 1512]
sittings-list bbox=[8, 349, 193, 419]
notice-label: NOTICE. bbox=[80, 37, 121, 47]
royal-crest: V. R bbox=[8, 274, 193, 298]
separator bbox=[978, 745, 1096, 746]
hankin-name: H. G. HANKIN, bbox=[48, 1060, 153, 1076]
table-row: Golden Arch 6 1d. " bbox=[200, 303, 293, 313]
cable-paragraph: An attack was made on Monday, night by Arabi with the whole of his available force upon the British position at Kassassin, a lock on the fresh water canal, which was occupied by a force of British Cavalry. Repeated assaults were made by the enemy, who were, however, repulsed with heavy loss, and 11 guns were captured by the British. bbox=[486, 1048, 646, 1132]
separator bbox=[496, 1030, 636, 1031]
separator bbox=[662, 846, 794, 847]
separator bbox=[496, 956, 636, 957]
separator bbox=[820, 952, 952, 953]
mining-calls-table bbox=[199, 190, 321, 332]
separator bbox=[18, 1053, 183, 1054]
column-divider bbox=[965, 32, 966, 1512]
list-item: LYELL — August 22. September 12. bbox=[16, 361, 144, 372]
cable-paragraph: The Irish constabulary throughout Connaught now threaten to resign. bbox=[486, 1405, 646, 1427]
cable-paragraph: Intelligence from the Cape states that Secocoene, the celebrated Basuto chief, has been treacherously murdered. bbox=[486, 1329, 646, 1360]
separator bbox=[820, 52, 952, 53]
section-heading: MISCELLANEOUS. bbox=[988, 1354, 1086, 1366]
royal-crest: V. R bbox=[8, 148, 193, 172]
separator bbox=[199, 117, 321, 119]
column-divider bbox=[196, 32, 197, 1512]
separator bbox=[18, 863, 183, 864]
separator bbox=[18, 268, 183, 269]
gilbert-notice: NOTICE. MR. W. C. GILBERT, DENTIST, IS NOW AT REEFTON, and may be Consulted until the 4th September. Rooms—At rear of Mr Bowman's Office. Private Entrance from Right-of-way at the back. bbox=[8, 37, 193, 137]
separator bbox=[18, 719, 183, 720]
separator bbox=[662, 484, 794, 485]
cable-paragraph: The cricket match between the Australian team and the All England Eleven was concluded to-day at the Oval. The second innings of the visitors closed for a total of 122 runs. The English in their second innings only succeeded in scoring 77 runs. The Australians thus winning the match by 7 runs. The following are the totals of the Australians first innings, 63; second, 122. All England first innings, 101; Second, 77. bbox=[486, 1189, 646, 1294]
article-paragraph: The Contagious Diseases Act is gazetted as having been brought into force in Auckland. bbox=[327, 814, 480, 845]
cable-paragraph: Our loss during the engagement was 120 killed and wounded. bbox=[486, 1133, 646, 1155]
separator bbox=[978, 1371, 1096, 1372]
table-row: Ophir 14d. bbox=[200, 236, 287, 246]
advertiser-name: MR. W. C. GILBERT, bbox=[43, 51, 158, 66]
table-row: Southern Cross 4 1d. " bbox=[200, 274, 293, 284]
section-heading: THE ROSY NORTH. bbox=[991, 729, 1083, 740]
separator bbox=[662, 426, 794, 427]
article-paragraph: The balance sheet of the Hampden Cemetery appears in the Gazette, as audited by H. E. Curtis, Provincial District Auditor, by which it appears that the trustees have £12 to their credit in the bank. bbox=[327, 579, 480, 631]
separator bbox=[8, 1210, 193, 1212]
mail-notice-title: MAIL NOTICE. bbox=[65, 494, 136, 505]
article-paragraph: An adjourned meeting of the local Jockey Club will be held this evening, when steps towards arranging a programme for the Christmas meeting, will be taken. The Secretary has been instructed to communicate with the Greymouth Club with a view to prevent the meetings clashing, and thus securing more horses and far greater sport for both places. The Reefton races will be held on the 26th and 27th, and the club cannot alter these dates as they are proclaimed holidays for the miners, who of course are the chief patrons of sports in this district. The Greymouth club are not wholly dependent on any class, and could without loss or inconvenience hold their meeting at the beginning of the year. If such an arrangement can be made, it will be greatly to the benefit of both places. There are not enough horses on the coast to furnish competitors for two meetings on the same day, and it is not worth while for distant owners to send horses that can only attend one. If a week's interval be allowed they would be able to be present at both places, and some really good racing and large fields might be looked for. We sincerely hope such an agreement may be come to. bbox=[327, 231, 480, 534]
table-row: Golden Treasure 24 6d. " bbox=[200, 312, 293, 322]
